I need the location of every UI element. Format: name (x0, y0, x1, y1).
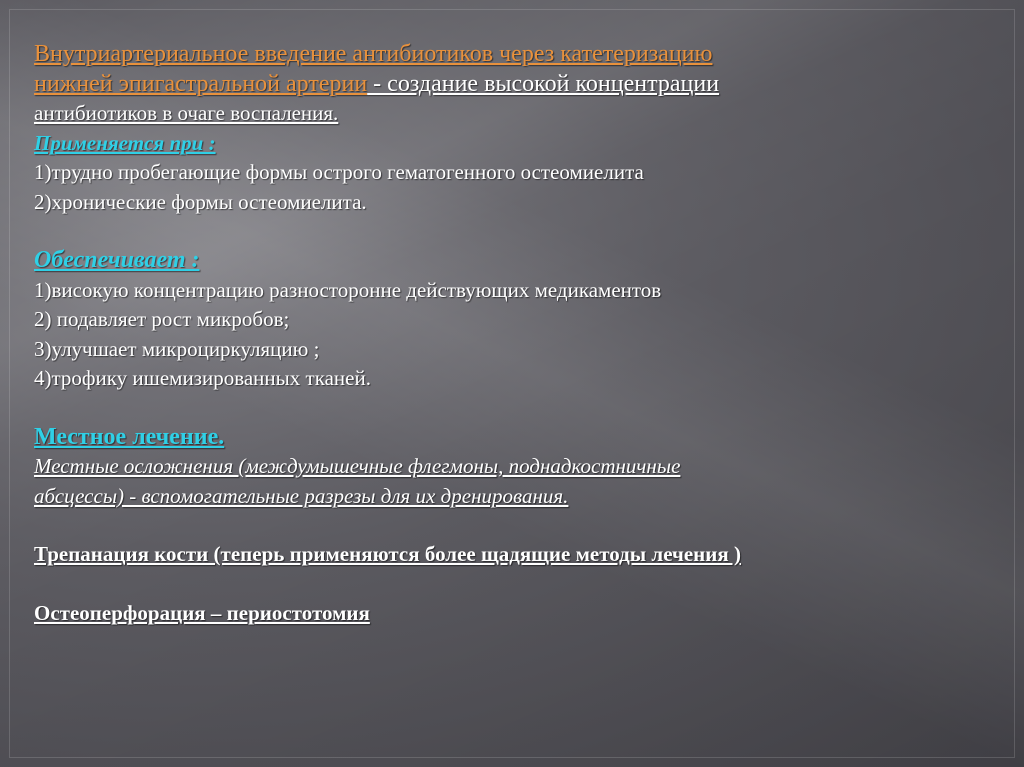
applies-item: 2)хронические формы остеомиелита. (34, 189, 367, 214)
applies-heading (34, 129, 1009, 159)
slide-content (34, 40, 1009, 628)
provides-heading (34, 246, 1009, 276)
spacer (34, 217, 1009, 246)
intro-title-rest: - создание высокой концентрации (367, 70, 720, 97)
provides-item: 2) подавляет рост микробов; (34, 307, 290, 331)
applies-heading-text: Применяется при : (34, 130, 216, 155)
local-line1-text: Местные осложнения (междумышечные флегмоны, поднадкостничные (34, 454, 681, 478)
intro-title-line3 (34, 99, 1009, 129)
local-heading (34, 423, 1009, 453)
local-heading-text: Местное лечение. (34, 423, 225, 450)
local-line2-text: абсцессы) - вспомогательные разрезы для их дренирования. (34, 483, 569, 508)
provides-item: 4)трофику ишемизированных тканей. (34, 366, 371, 390)
osteoperforation-line (34, 599, 1009, 629)
intro-title-line1 (34, 40, 1009, 70)
local-line2 (34, 482, 1009, 512)
intro-title-orange-2: нижней эпигастральной артерии (34, 70, 368, 97)
provides-heading-text: Обеспечивает : (34, 247, 200, 273)
osteoperforation-text: Остеоперфорация – периостотомия (34, 600, 370, 625)
spacer (34, 570, 1009, 599)
applies-item: 1)трудно пробегающие формы острого гематогенного остеомиелита (34, 160, 644, 184)
intro-title-line2 (34, 70, 1009, 100)
intro-title-line3-text: антибиотиков в очаге воспаления. (34, 101, 339, 125)
trepanation-text: Трепанация кости (теперь применяются более щадящие методы лечения ) (34, 542, 741, 566)
spacer (34, 511, 1009, 540)
intro-title-orange-1: Внутриартериальное введение антибиотиков через катетеризацию (34, 41, 713, 67)
local-line1 (34, 452, 1009, 482)
trepanation-line (34, 540, 1009, 570)
provides-item: 1)високую концентрацию разносторонне действующих медикаментов (34, 277, 662, 302)
spacer (34, 394, 1009, 423)
provides-item: 3)улучшает микроциркуляцию ; (34, 336, 320, 361)
